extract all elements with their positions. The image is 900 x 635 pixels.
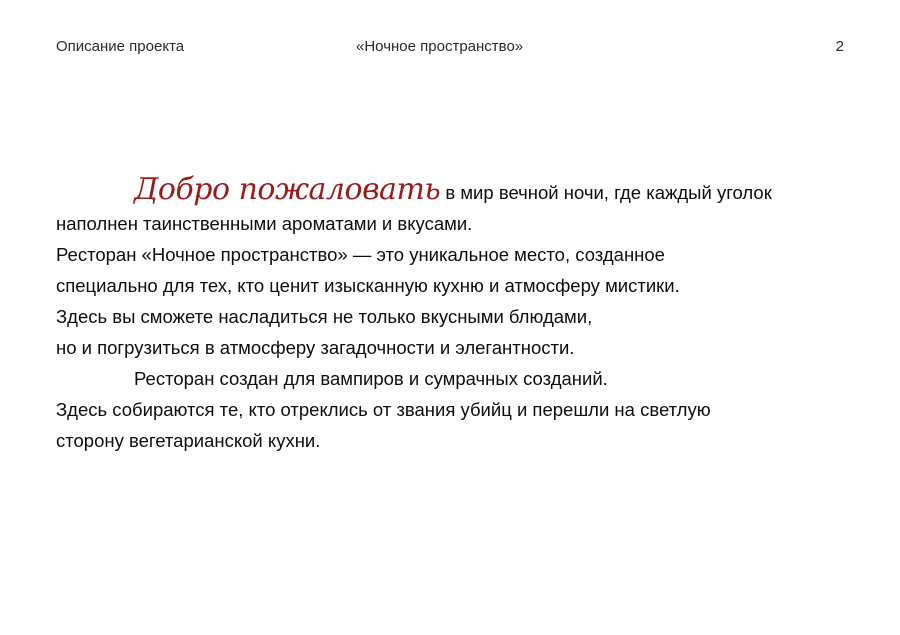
intro-line bbox=[56, 174, 856, 208]
description-body bbox=[56, 174, 856, 456]
text-line: Ресторан «Ночное пространство» — это уникальное место, созданное bbox=[56, 244, 665, 265]
text-line: сторону вегетарианской кухни. bbox=[56, 430, 321, 451]
page-number: 2 bbox=[835, 38, 844, 55]
welcome-heading: Добро пожаловать bbox=[134, 172, 441, 207]
text-line: наполнен таинственными ароматами и вкусами. bbox=[56, 213, 473, 234]
section-title: Описание проекта bbox=[56, 38, 185, 55]
intro-line-rest: в мир вечной ночи, где каждый уголок bbox=[440, 182, 772, 203]
project-title: «Ночное пространство» bbox=[356, 38, 524, 55]
text-line: но и погрузиться в атмосферу загадочности и элегантности. bbox=[56, 337, 575, 358]
text-line: Здесь собираются те, кто отреклись от звания убийц и перешли на светлую bbox=[56, 399, 711, 420]
indented-line: Ресторан создан для вампиров и сумрачных созданий. bbox=[134, 368, 608, 389]
page-header bbox=[0, 38, 900, 62]
text-line: Здесь вы сможете насладиться не только вкусными блюдами, bbox=[56, 306, 593, 327]
text-line: специально для тех, кто ценит изысканную кухню и атмосферу мистики. bbox=[56, 275, 680, 296]
